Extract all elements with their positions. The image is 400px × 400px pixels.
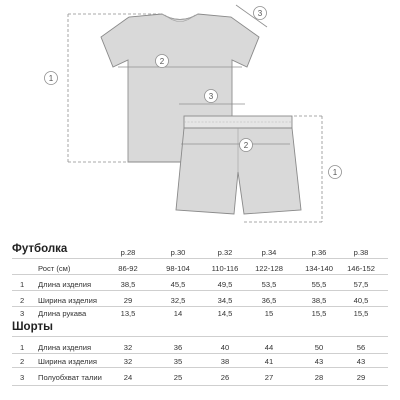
measurement-value: 32 (123, 343, 133, 352)
height-value: 110-116 (211, 264, 239, 273)
measurement-value: 32,5 (170, 296, 186, 305)
row-number: 3 (20, 373, 25, 382)
measurement-label: Полуобхват талии (38, 373, 102, 382)
marker-tshirt-1 (45, 72, 58, 85)
measurement-label: Ширина изделия (38, 296, 97, 305)
divider (12, 306, 388, 307)
row-number: 2 (20, 296, 25, 305)
marker-shorts-2 (240, 139, 253, 152)
size-header-34: р.34 (261, 248, 277, 257)
measurement-label: Длина рукава (38, 309, 87, 318)
measurement-value: 29 (123, 296, 133, 305)
measurement-value: 27 (264, 373, 274, 382)
marker-shorts-1 (329, 166, 342, 179)
size-header-30: р.30 (170, 248, 186, 257)
row-number: 3 (20, 309, 25, 318)
height-value: 134-140 (305, 264, 333, 273)
divider (12, 367, 388, 368)
svg-text:3: 3 (257, 9, 263, 18)
tshirt-title: Футболка (12, 243, 68, 255)
marker-shorts-3 (205, 90, 218, 103)
row-number: 1 (20, 343, 25, 352)
measurement-value: 44 (264, 343, 274, 352)
measurement-value: 34,5 (217, 296, 233, 305)
measurement-value: 40,5 (353, 296, 369, 305)
divider (12, 258, 388, 259)
divider (12, 336, 388, 337)
measurement-value: 41 (264, 357, 274, 366)
size-header-32: р.32 (217, 248, 233, 257)
svg-text:2: 2 (243, 141, 249, 150)
divider (12, 290, 388, 291)
measurement-value: 49,5 (217, 280, 233, 289)
size-header-38: р.38 (353, 248, 369, 257)
measurement-value: 25 (173, 373, 183, 382)
measurement-label: Длина изделия (38, 280, 92, 289)
measurement-value: 36 (173, 343, 183, 352)
row-number: 1 (20, 280, 25, 289)
measurement-value: 43 (314, 357, 324, 366)
measurement-value: 43 (356, 357, 366, 366)
svg-text:3: 3 (208, 92, 214, 101)
measurement-value: 55,5 (311, 280, 327, 289)
height-value: 86-92 (118, 264, 138, 273)
measurement-label: Ширина изделия (38, 357, 97, 366)
measurement-value: 45,5 (170, 280, 186, 289)
measurement-value: 50 (314, 343, 324, 352)
height-value: 98-104 (166, 264, 190, 273)
measurement-value: 14 (173, 309, 183, 318)
svg-text:1: 1 (332, 168, 338, 177)
size-header-28: р.28 (120, 248, 136, 257)
divider (12, 385, 388, 386)
measurement-value: 32 (123, 357, 133, 366)
divider (12, 353, 388, 354)
marker-tshirt-2 (156, 55, 169, 68)
svg-text:1: 1 (48, 74, 54, 83)
measurement-value: 40 (220, 343, 230, 352)
measurement-value: 35 (173, 357, 183, 366)
measurement-value: 36,5 (261, 296, 277, 305)
measurement-value: 38,5 (311, 296, 327, 305)
measurement-value: 56 (356, 343, 366, 352)
measurement-value: 24 (123, 373, 133, 382)
measurement-value: 15,5 (311, 309, 327, 318)
measurement-value: 14,5 (217, 309, 233, 318)
measurement-value: 13,5 (120, 309, 136, 318)
measurement-value: 53,5 (261, 280, 277, 289)
height-value: 146-152 (347, 264, 375, 273)
divider (12, 274, 388, 275)
svg-text:2: 2 (159, 57, 165, 66)
row-number: 2 (20, 357, 25, 366)
measurement-value: 26 (220, 373, 230, 382)
measurement-value: 29 (356, 373, 366, 382)
measurement-value: 57,5 (353, 280, 369, 289)
measurement-value: 38 (220, 357, 230, 366)
shorts-illustration (176, 116, 301, 214)
height-label: Рост (см) (38, 264, 71, 273)
marker-tshirt-3 (254, 7, 267, 20)
measurement-value: 15,5 (353, 309, 369, 318)
measurement-value: 28 (314, 373, 324, 382)
measurement-value: 15 (264, 309, 274, 318)
measurement-value: 38,5 (120, 280, 136, 289)
size-header-36: р.36 (311, 248, 327, 257)
shorts-title: Шорты (12, 321, 53, 333)
measurement-label: Длина изделия (38, 343, 92, 352)
height-value: 122-128 (255, 264, 283, 273)
